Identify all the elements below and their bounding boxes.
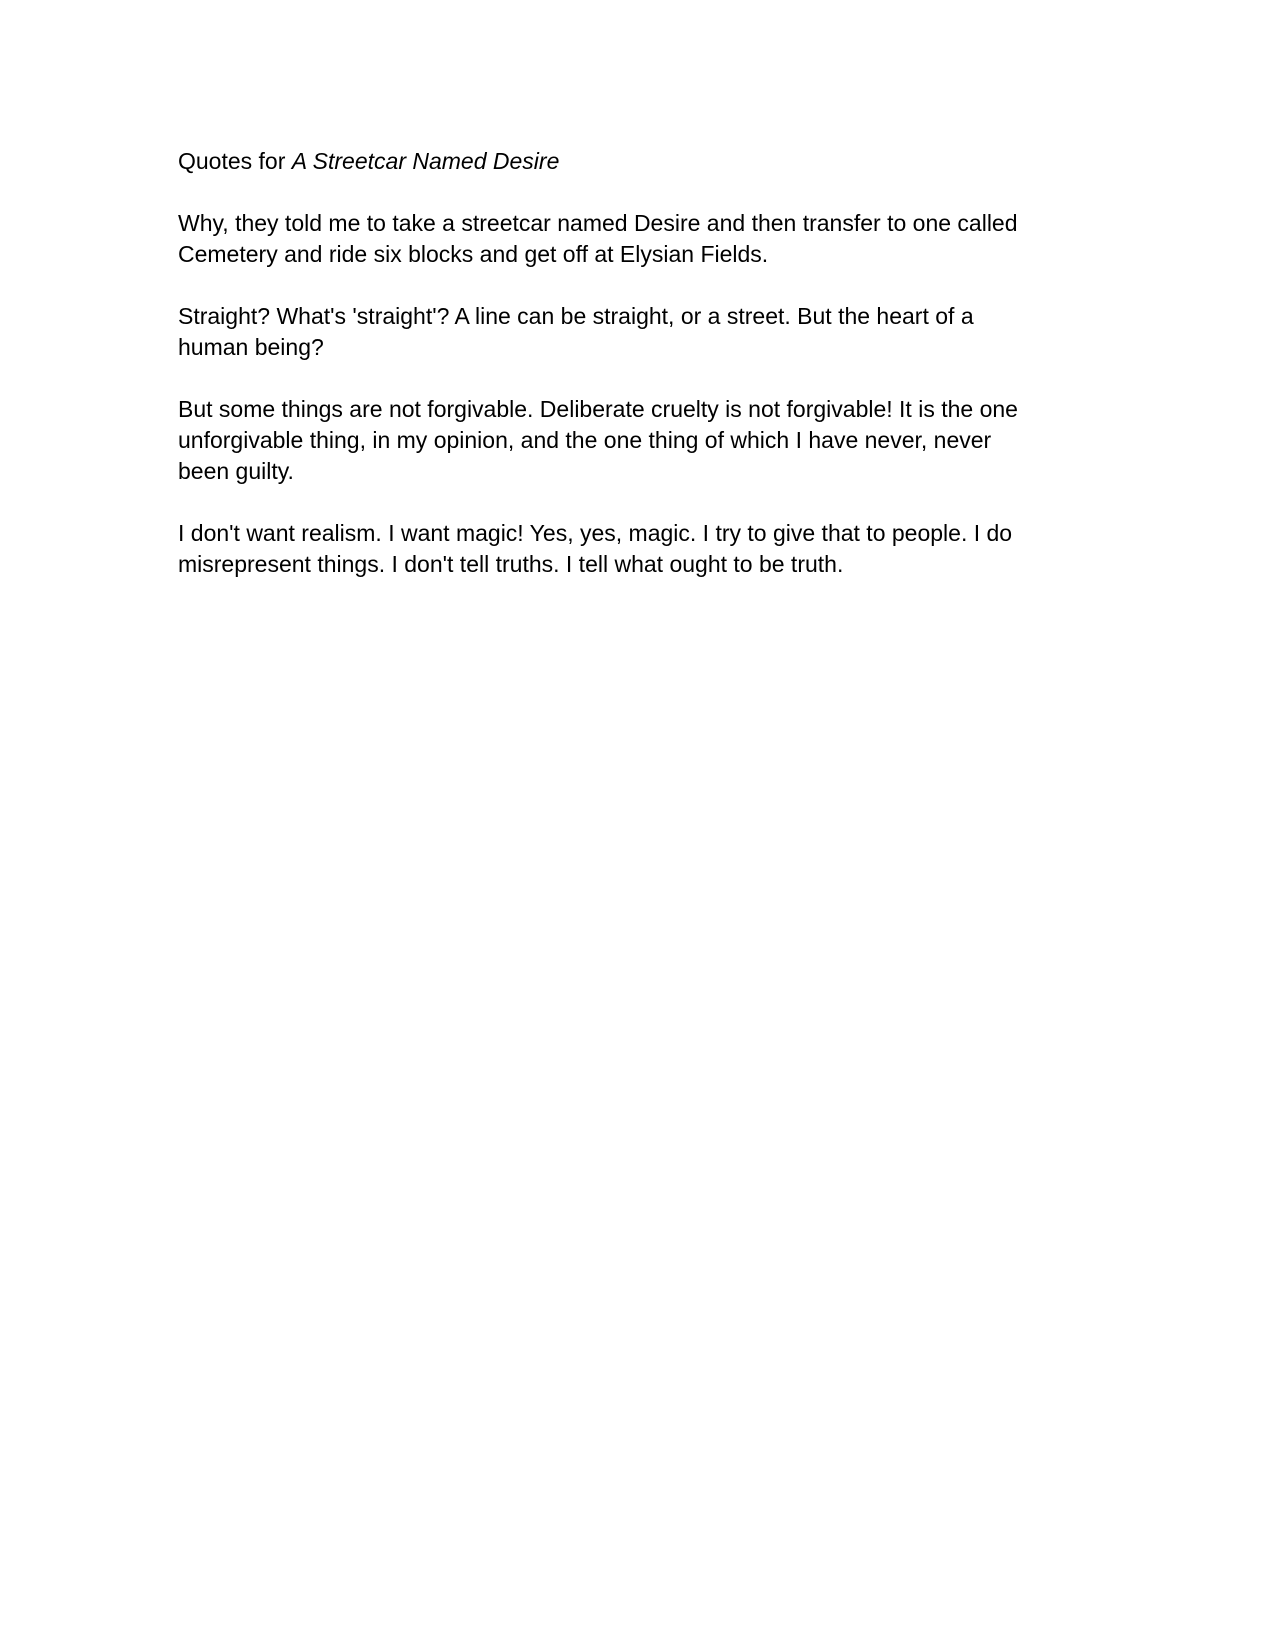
document-title-prefix: Quotes for	[178, 148, 292, 174]
quote-paragraph: I don't want realism. I want magic! Yes, yes, magic. I try to give that to people. I do misrepresent things. I don't tell truths. I tell what ought to be truth.	[178, 520, 1013, 577]
quote-paragraph: But some things are not forgivable. Deliberate cruelty is not forgivable! It is the one unforgivable thing, in my opinion, and the one thing of which I have never, never been guilty.	[178, 396, 1018, 484]
document-title-work-name: A Streetcar Named Desire	[291, 148, 560, 174]
document-title	[178, 146, 1043, 177]
quote-paragraph: Straight? What's 'straight'? A line can be straight, or a street. But the heart of a human being?	[178, 303, 974, 360]
quote-paragraph: Why, they told me to take a streetcar named Desire and then transfer to one called Cemetery and ride six blocks and get off at Elysian Fields.	[178, 210, 1018, 267]
document-content	[178, 146, 1043, 580]
